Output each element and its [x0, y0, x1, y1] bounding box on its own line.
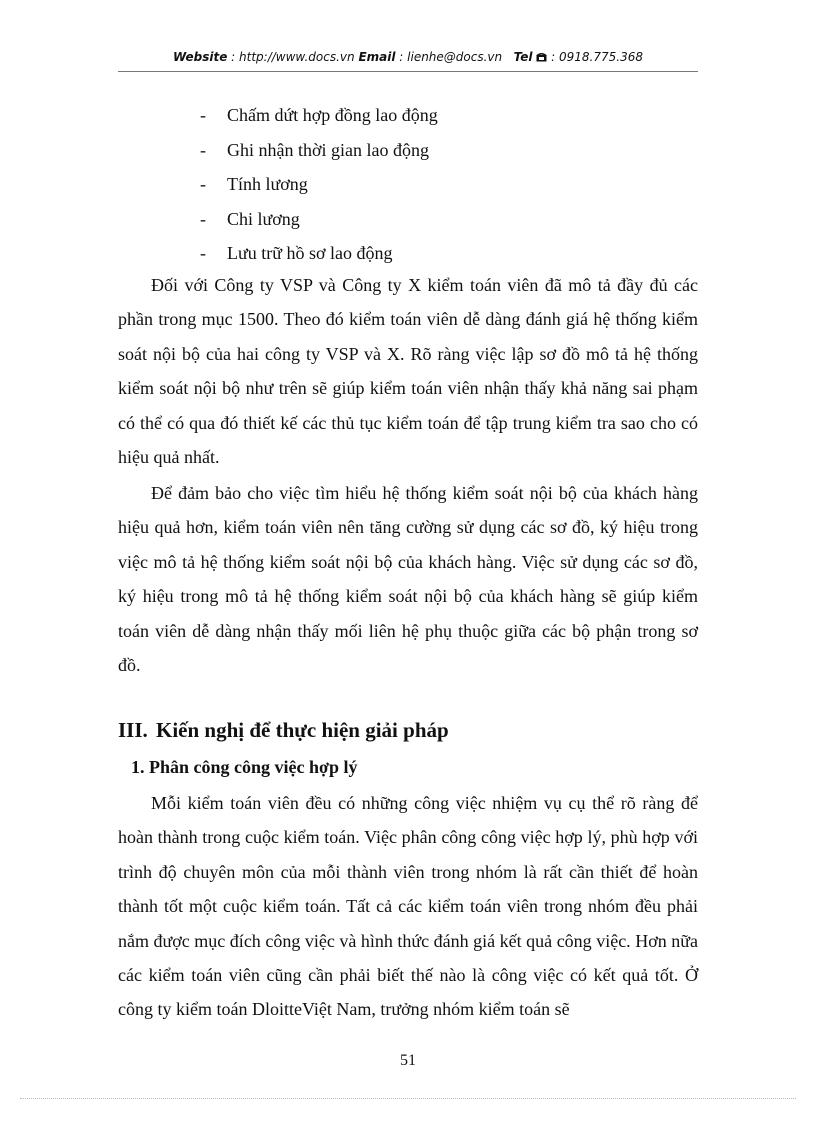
list-item-text: Lưu trữ hồ sơ lao động	[227, 243, 393, 263]
page-header	[118, 50, 698, 64]
list-item-text: Tính lương	[227, 174, 308, 194]
paragraph-diagrams: Để đảm bảo cho việc tìm hiểu hệ thống kiểm soát nội bộ của khách hàng hiệu quả hơn, kiểm toán viên nên tăng cường sử dụng các sơ đồ, ký hiệu trong việc mô tả hệ thống kiểm soát nội bộ của khách hàng. Việc sử dụng các sơ đồ, ký hiệu trong mô tả hệ thống kiểm soát nội bộ của khách hàng sẽ giúp kiểm toán viên dễ dàng nhận thấy mối liên hệ phụ thuộc giữa các bộ phận trong sơ đồ.	[118, 483, 698, 676]
list-item	[200, 171, 438, 206]
website-value: : http://www.docs.vn	[231, 50, 355, 64]
bullet-marker: -	[200, 174, 206, 194]
paragraph-vsp-x: Đối với Công ty VSP và Công ty X kiểm toán viên đã mô tả đầy đủ các phần trong mục 1500. Theo đó kiểm toán viên dễ dàng đánh giá hệ thống kiểm soát nội bộ của hai công ty VSP và X. Rõ ràng việc lập sơ đồ mô tả hệ thống kiểm soát nội bộ như trên sẽ giúp kiểm toán viên nhận thấy khả năng sai phạm có thể có qua đó thiết kế các thủ tục kiểm toán để tập trung kiểm tra sao cho có hiệu quả nhất.	[118, 275, 698, 468]
list-item-text: Chấm dứt hợp đồng lao động	[227, 105, 438, 125]
section-number: III.	[118, 718, 148, 742]
bullet-marker: -	[200, 139, 206, 160]
list-item	[200, 102, 438, 137]
email-value: : lienhe@docs.vn	[399, 50, 503, 64]
tel-value: : 0918.775.368	[551, 50, 643, 64]
bullet-marker: -	[200, 105, 206, 125]
list-item-text: Chi lương	[227, 208, 300, 229]
subsection-heading: 1. Phân công công việc hợp lý	[131, 757, 358, 777]
phone-icon	[536, 50, 551, 64]
paragraph-work-assignment: Mỗi kiểm toán viên đều có những công việc nhiệm vụ cụ thể rõ ràng để hoàn thành trong cuộc kiểm toán. Việc phân công công việc hợp lý, phù hợp với trình độ chuyên môn của mỗi thành viên trong nhóm là rất cần thiết để hoàn thành tốt một cuộc kiểm toán. Tất cả các kiểm toán viên trong nhóm đều phải nắm được mục đích công việc và hình thức đánh giá kết quả công việc. Hơn nữa các kiểm toán viên cũng cần phải biết thế nào là công việc có kết quả tốt. Ở công ty kiểm toán DloitteViệt Nam, trưởng nhóm kiểm toán sẽ	[118, 793, 698, 1020]
bullet-marker: -	[200, 243, 206, 263]
bullet-list	[200, 102, 438, 275]
tel-label: Tel	[513, 50, 533, 64]
page-bottom-divider	[20, 1098, 796, 1099]
header-divider	[118, 71, 698, 72]
page-number: 51	[400, 1052, 416, 1069]
section-title: Kiến nghị để thực hiện giải pháp	[156, 718, 449, 742]
email-label: Email	[358, 50, 396, 64]
list-item	[200, 206, 438, 241]
bullet-marker: -	[200, 208, 206, 229]
section-heading	[118, 718, 449, 743]
website-label: Website	[173, 50, 228, 64]
list-item	[200, 137, 438, 172]
list-item-text: Ghi nhận thời gian lao động	[227, 139, 429, 160]
